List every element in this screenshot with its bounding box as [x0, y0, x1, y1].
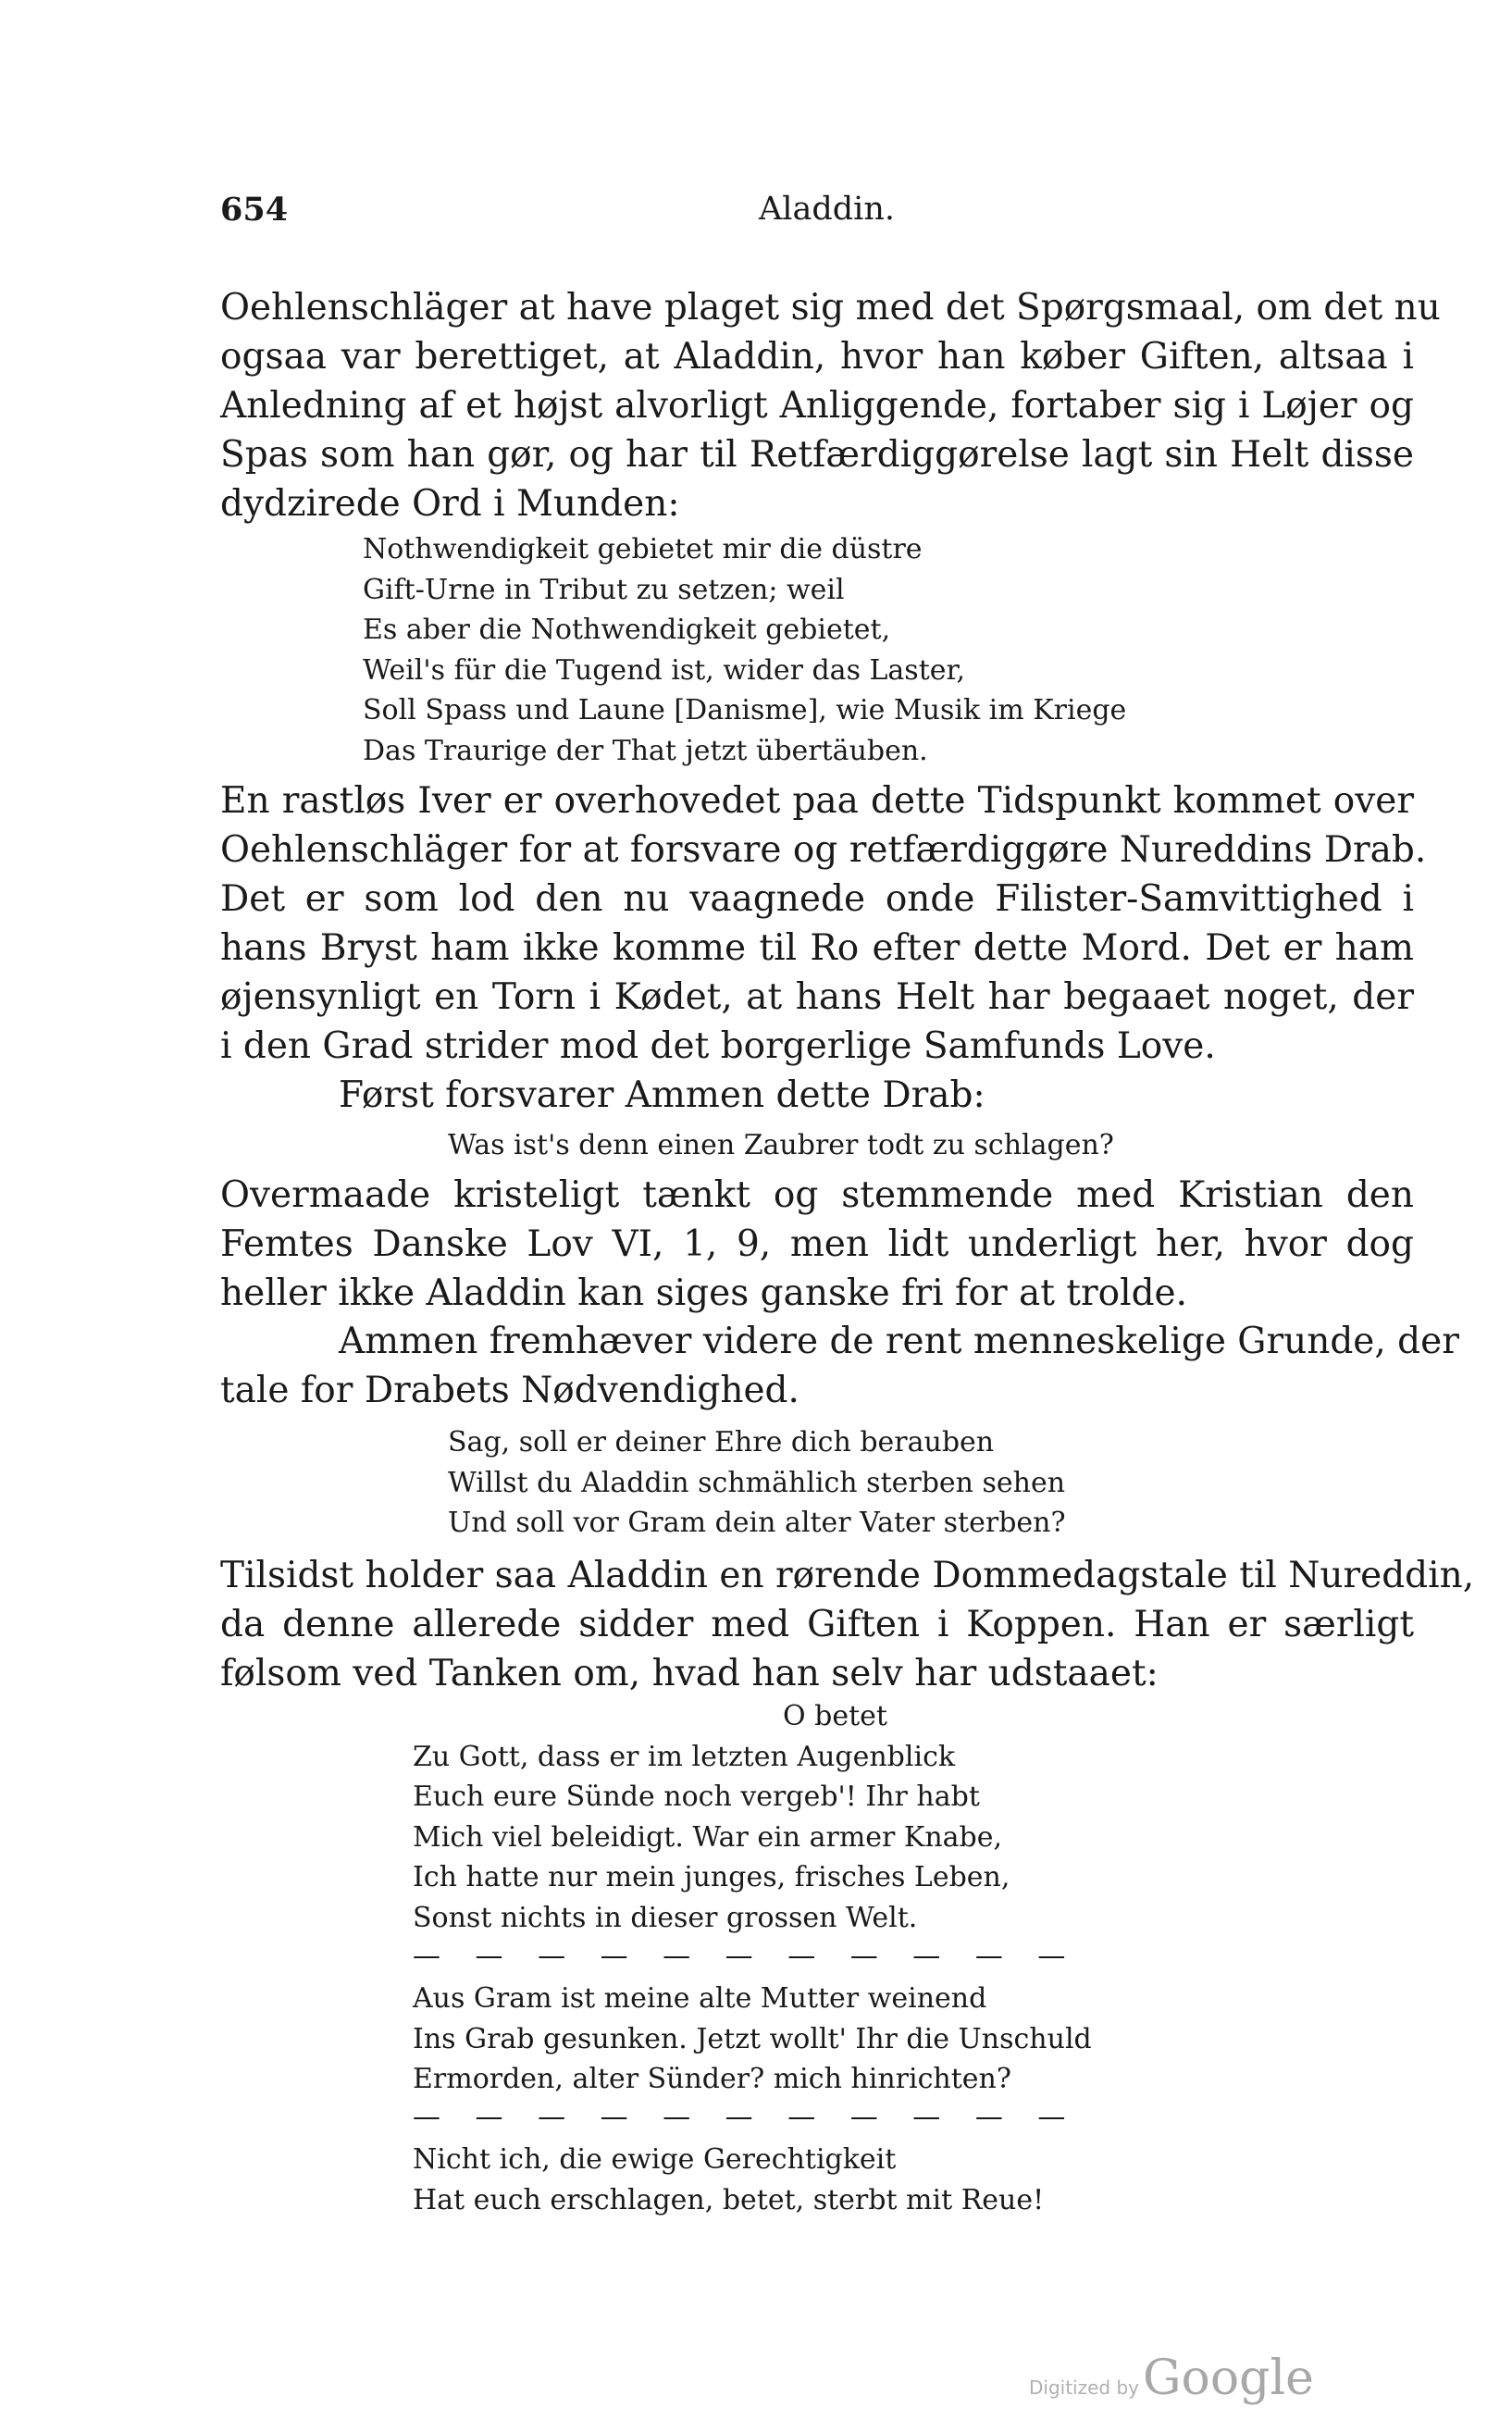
text-line: ogsaa var berettiget, at Aladdin, hvor han køber Giften, altsaa i [220, 336, 1414, 378]
digitized-by-google-watermark [1029, 2351, 1314, 2406]
verse-quote-2 [448, 1125, 1114, 1166]
verse-quote-5 [413, 1979, 1092, 2100]
verse-line: Das Traurige der That jetzt übertäuben. [363, 734, 928, 767]
verse-quote-1 [363, 529, 1126, 771]
verse-line: Und soll vor Gram dein alter Vater sterben? [448, 1507, 1066, 1539]
paragraph-5 [220, 1317, 1459, 1415]
text-line: Spas som han gør, og har til Retfærdiggørelse lagt sin Helt disse [220, 434, 1414, 476]
verse-line: Ins Grab gesunken. Jetzt wollt' Ihr die Unschuld [413, 2022, 1092, 2055]
paragraph-2 [220, 776, 1427, 1071]
verse-quote-3 [448, 1422, 1066, 1544]
verse-line: Sag, soll er deiner Ehre dich berauben [448, 1426, 995, 1458]
text-line: Oehlenschläger for at forsvare og retfærdiggøre Nureddins Drab. [220, 829, 1427, 871]
dash-separator: — — — — — — — — — — — [413, 2101, 1079, 2133]
paragraph-3 [220, 1071, 1414, 1120]
paragraph-1 [220, 283, 1441, 528]
verse-line: Willst du Aladdin schmählich sterben sehen [448, 1466, 1066, 1499]
paragraph-6 [220, 1551, 1475, 1698]
running-title: Aladdin. [759, 191, 896, 228]
paragraph-4 [220, 1171, 1414, 1318]
text-line: Ammen fremhæver videre de rent menneskelige Grunde, der [339, 1321, 1459, 1362]
text-line: tale for Drabets Nødvendighed. [220, 1370, 799, 1411]
verse-line: Mich viel beleidigt. War ein armer Knabe, [413, 1820, 1003, 1854]
verse-line: Gift-Urne in Tribut zu setzen; weil [363, 573, 845, 606]
text-line: dydzirede Ord i Munden: [220, 483, 680, 525]
verse-line: Nicht ich, die ewige Gerechtigkeit [413, 2143, 897, 2176]
text-line: øjensynligt en Torn i Kødet, at hans Helt har begaaet noget, der [220, 976, 1414, 1018]
page-number: 654 [220, 191, 289, 229]
verse-quote-6 [413, 2140, 1044, 2220]
verse-line: Ermorden, alter Sünder? mich hinrichten? [413, 2063, 1011, 2095]
verse-line: Weil's für die Tugend ist, wider das Laster, [363, 653, 966, 687]
text-line: da denne allerede sidder med Giften i Koppen. Han er særligt [220, 1604, 1414, 1645]
verse-line: Zu Gott, dass er im letzten Augenblick [413, 1740, 956, 1773]
verse-line: Hat euch erschlagen, betet, sterbt mit Reue! [413, 2183, 1045, 2216]
watermark-prefix: Digitized by [1029, 2377, 1139, 2399]
verse-line: Es aber die Nothwendigkeit gebietet, [363, 614, 891, 646]
text-line: Overmaade kristeligt tænkt og stemmende med Kristian den [220, 1174, 1414, 1216]
text-line: følsom ved Tanken om, hvad han selv har udstaaet: [220, 1653, 1159, 1694]
text-line: Oehlenschläger at have plaget sig med det Spørgsmaal, om det nu [220, 287, 1441, 329]
text-line: Tilsidst holder saa Aladdin en rørende Dommedagstale til Nureddin, [220, 1555, 1475, 1596]
verse-line: Ich hatte nur mein junges, frisches Leben, [413, 1861, 1010, 1893]
text-line: En rastløs Iver er overhovedet paa dette Tidspunkt kommet over [220, 780, 1414, 822]
text-line: Det er som lod den nu vaagnede onde Filister-Samvittighed i [220, 878, 1414, 920]
text-line: hans Bryst ham ikke komme til Ro efter dette Mord. Det er ham [220, 927, 1414, 969]
verse-line: Soll Spass und Laune [Danisme], wie Musik im Kriege [363, 694, 1127, 726]
text-line: heller ikke Aladdin kan siges ganske fri for at trolde. [220, 1272, 1188, 1314]
text-line: Anledning af et højst alvorligt Anliggende, fortaber sig i Løjer og [220, 385, 1414, 427]
verse-quote-4 [413, 1696, 1010, 1938]
verse-line: Was ist's denn einen Zaubrer todt zu schlagen? [448, 1129, 1114, 1161]
text-line: Først forsvarer Ammen dette Drab: [339, 1074, 985, 1116]
verse-line: Nothwendigkeit gebietet mir die düstre [363, 533, 923, 565]
google-logo: Google [1143, 2351, 1314, 2406]
verse-line: Euch eure Sünde noch vergeb'! Ihr habt [413, 1781, 980, 1813]
verse-line: Sonst nichts in dieser grossen Welt. [413, 1901, 918, 1934]
verse-line: Aus Gram ist meine alte Mutter weinend [413, 1982, 987, 2015]
text-line: Femtes Danske Lov VI, 1, 9, men lidt underligt her, hvor dog [220, 1223, 1414, 1265]
text-line: i den Grad strider mod det borgerlige Samfunds Love. [220, 1025, 1216, 1067]
verse-line: O betet [783, 1700, 887, 1732]
dash-separator: — — — — — — — — — — — [413, 1940, 1079, 1972]
